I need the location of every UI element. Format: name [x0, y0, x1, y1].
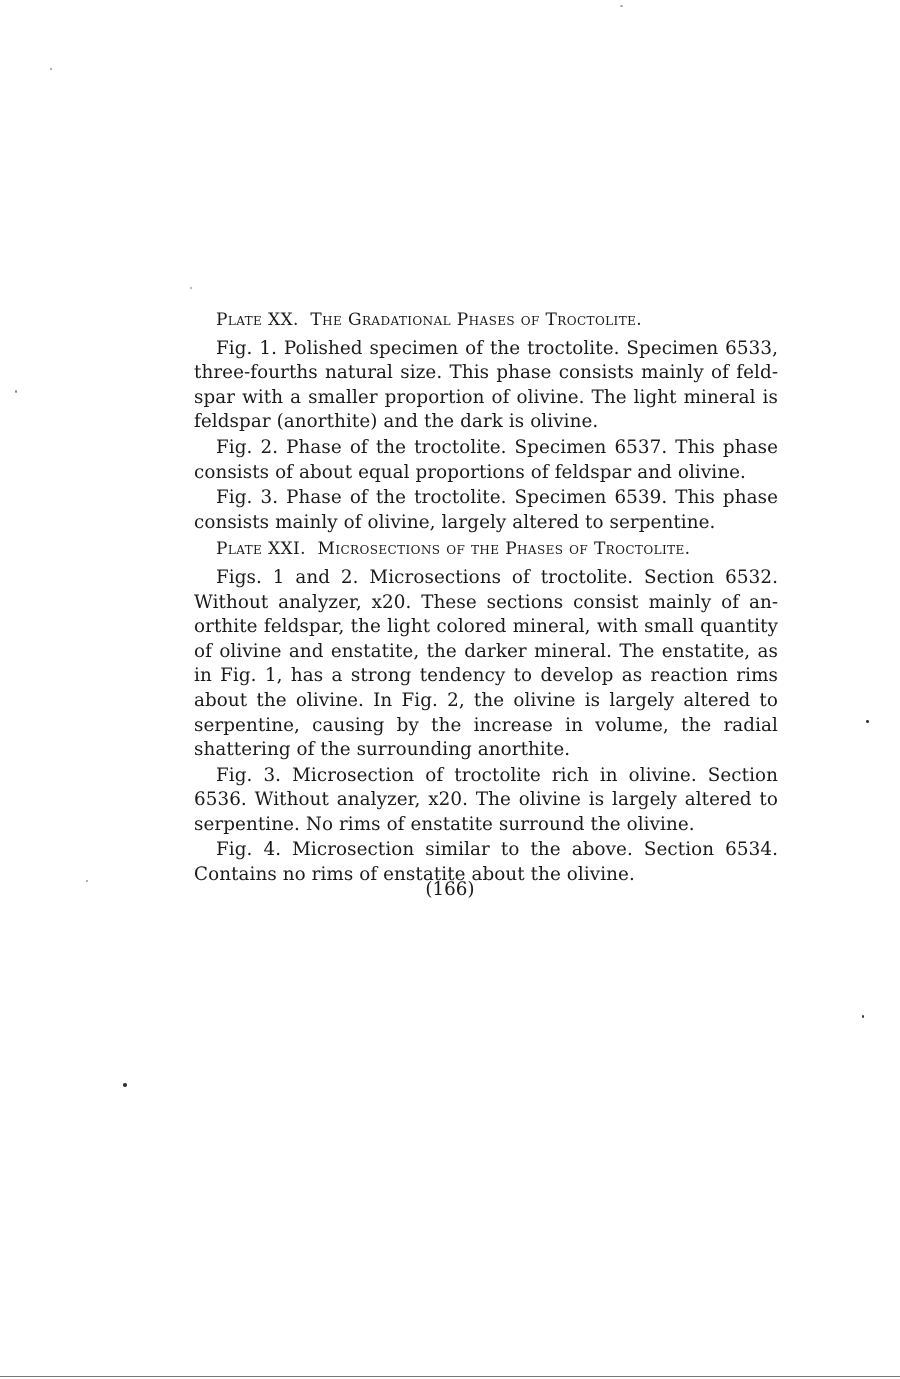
plate-xx-fig-2: Fig. 2. Phase of the troctolite. Specimen 6537. This phase consists of about equal proportions of feldspar and olivine. — [194, 436, 778, 483]
plate-xx-label: Plate XX. — [216, 310, 299, 330]
plate-xxi-label: Plate XXI. — [216, 539, 306, 560]
page-body — [194, 308, 778, 888]
scan-speck — [86, 880, 88, 882]
scan-speck — [862, 1015, 864, 1018]
plate-xx-heading — [194, 308, 778, 333]
plate-xxi-heading — [194, 537, 778, 562]
plate-xx-fig-1: Fig. 1. Polished specimen of the troctolite. Specimen 6533, three-fourths natural size. This phase consists mainly of feldspar with a smaller proportion of olivine. The light mineral is feldspar (anorthite) and the dark is olivine. — [194, 337, 778, 433]
scan-edge-line — [0, 1376, 900, 1377]
plate-xxi-fig-4: Fig. 4. Microsection similar to the above. Section 6534. Contains no rims of enstatite about the olivine. — [194, 839, 778, 886]
scan-speck — [620, 5, 623, 7]
plate-xxi-title: Microsections of the Phases of Troctolite. — [317, 539, 691, 560]
plate-xx-title: The Gradational Phases of Troctolite. — [310, 310, 643, 330]
scan-speck — [15, 390, 17, 393]
scan-speck — [50, 68, 52, 70]
scan-speck — [866, 720, 869, 723]
scan-speck — [190, 287, 192, 289]
page-number: (166) — [425, 879, 475, 900]
plate-xxi-fig-3: Fig. 3. Microsection of troctolite rich in olivine. Section 6536. Without analyzer, x20. The olivine is largely altered to serpentine. No rims of enstatite surround the olivine. — [194, 764, 778, 835]
scan-speck — [123, 1083, 127, 1087]
plate-xxi-figs-1-2: Figs. 1 and 2. Microsections of troctolite. Section 6532. Without analyzer, x20. These sections consist mainly of anorthite feldspar, the light colored mineral, with small quantity of olivine and enstatite, the darker mineral. The enstatite, as in Fig. 1, has a strong tendency to develop as reaction rims about the olivine. In Fig. 2, the olivine is largely altered to serpentine, causing by the increase in volume, the radial shattering of the surrounding anorthite. — [194, 566, 778, 761]
plate-xx-fig-3: Fig. 3. Phase of the troctolite. Specimen 6539. This phase consists mainly of olivine, largely altered to serpentine. — [194, 487, 778, 533]
